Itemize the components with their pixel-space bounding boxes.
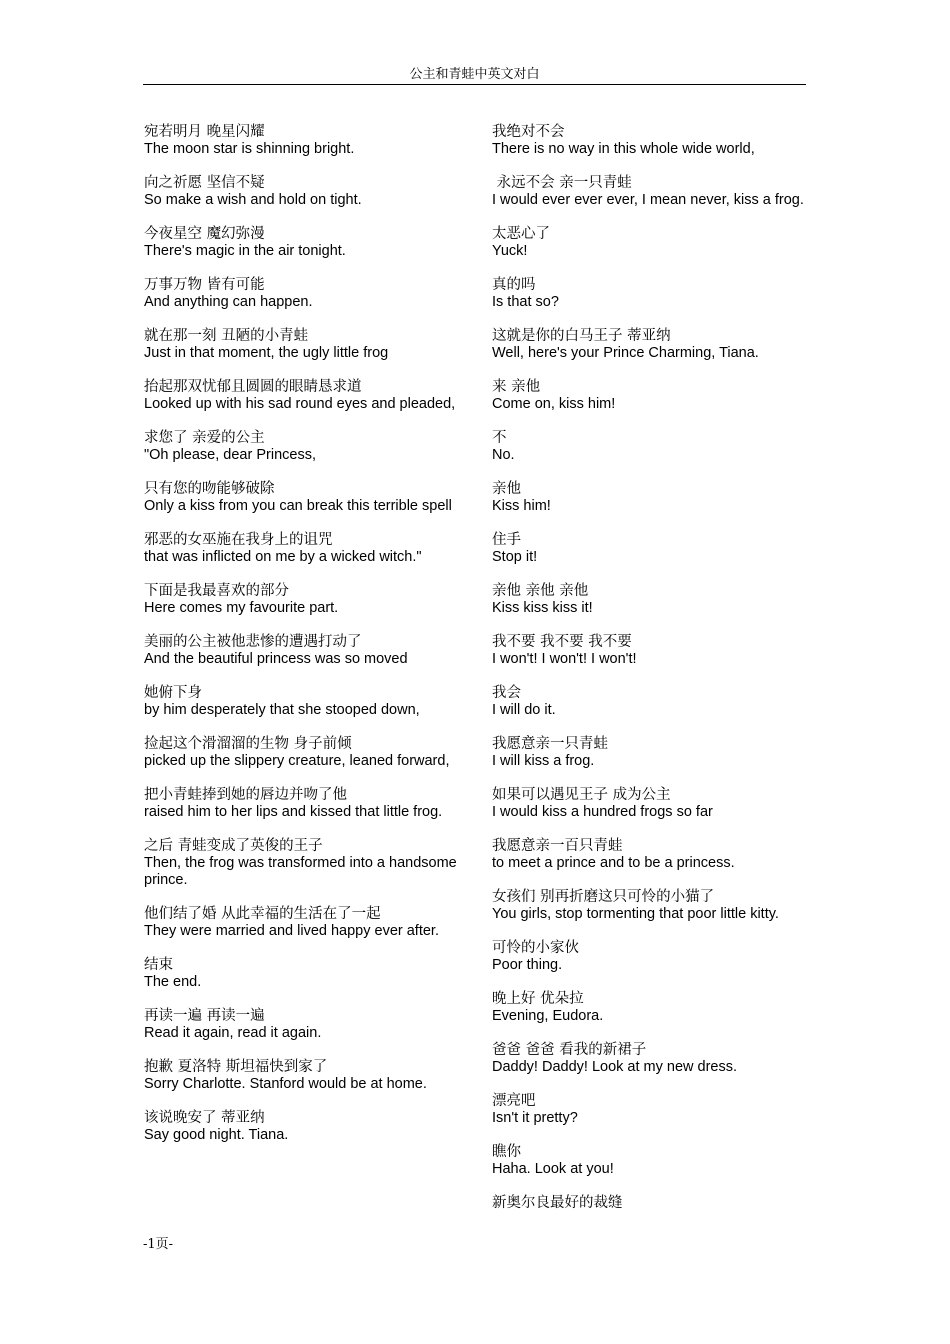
english-line: And anything can happen. (144, 294, 313, 310)
dialogue-pair (144, 480, 474, 515)
right-dialogue-column (492, 123, 814, 1228)
chinese-line: 向之祈愿 坚信不疑 (144, 175, 265, 191)
chinese-line: 只有您的吻能够破除 (144, 481, 275, 497)
dialogue-pair (492, 990, 814, 1025)
page-header-title: 公主和青蛙中英文对白 (409, 67, 540, 82)
chinese-line: 之后 青蛙变成了英俊的王子 (144, 838, 323, 854)
english-line: I would kiss a hundred frogs so far (492, 804, 713, 820)
chinese-line: 结束 (144, 957, 173, 973)
english-line: I would ever ever ever, I mean never, kiss a frog. (492, 192, 804, 208)
english-line: There's magic in the air tonight. (144, 243, 346, 259)
chinese-line: 他们结了婚 从此幸福的生活在了一起 (144, 906, 381, 922)
dialogue-pair (492, 225, 814, 260)
dialogue-pair (492, 888, 814, 923)
dialogue-pair (492, 1041, 814, 1076)
dialogue-pair (492, 1194, 814, 1212)
dialogue-pair (492, 1143, 814, 1178)
chinese-line: 万事万物 皆有可能 (144, 277, 265, 293)
chinese-line: 可怜的小家伙 (492, 940, 579, 956)
dialogue-pair (492, 531, 814, 566)
dialogue-pair (492, 582, 814, 617)
chinese-line: 我愿意亲一只青蛙 (492, 736, 608, 752)
english-line: The moon star is shinning bright. (144, 141, 355, 157)
english-line: Kiss him! (492, 498, 551, 514)
chinese-line: 下面是我最喜欢的部分 (144, 583, 289, 599)
chinese-line: 亲他 亲他 亲他 (492, 583, 589, 599)
chinese-line: 求您了 亲爱的公主 (144, 430, 265, 446)
chinese-line: 漂亮吧 (492, 1093, 536, 1109)
chinese-line: 爸爸 爸爸 看我的新裙子 (492, 1042, 647, 1058)
dialogue-pair (144, 1007, 474, 1042)
english-line: Is that so? (492, 294, 559, 310)
chinese-line: 今夜星空 魔幻弥漫 (144, 226, 265, 242)
chinese-line: 就在那一刻 丑陋的小青蛙 (144, 328, 309, 344)
english-line: to meet a prince and to be a princess. (492, 855, 735, 871)
dialogue-pair (492, 684, 814, 719)
chinese-line: 宛若明月 晚星闪耀 (144, 124, 265, 140)
chinese-line: 邪恶的女巫施在我身上的诅咒 (144, 532, 333, 548)
english-line: Daddy! Daddy! Look at my new dress. (492, 1059, 738, 1075)
english-line: "Oh please, dear Princess, (144, 447, 316, 463)
chinese-line: 瞧你 (492, 1144, 521, 1160)
dialogue-pair (144, 378, 474, 413)
dialogue-pair (492, 378, 814, 413)
chinese-line: 真的吗 (492, 277, 536, 293)
english-line: Haha. Look at you! (492, 1161, 614, 1177)
dialogue-pair (144, 174, 474, 209)
english-line: So make a wish and hold on tight. (144, 192, 362, 208)
dialogue-pair (144, 956, 474, 991)
english-line: Kiss kiss kiss it! (492, 600, 593, 616)
dialogue-pair (144, 633, 474, 668)
chinese-line: 再读一遍 再读一遍 (144, 1008, 265, 1024)
english-line: Well, here's your Prince Charming, Tiana. (492, 345, 759, 361)
english-line: Stop it! (492, 549, 538, 565)
chinese-line: 我绝对不会 (492, 124, 565, 140)
english-line: The end. (144, 974, 202, 990)
dialogue-pair (144, 1058, 474, 1093)
chinese-line: 该说晚安了 蒂亚纳 (144, 1110, 265, 1126)
dialogue-pair (144, 786, 474, 821)
dialogue-pair (144, 327, 474, 362)
english-line: Evening, Eudora. (492, 1008, 604, 1024)
english-line: Say good night. Tiana. (144, 1127, 289, 1143)
dialogue-pair (144, 684, 474, 719)
english-line: I won't! I won't! I won't! (492, 651, 637, 667)
dialogue-pair (492, 429, 814, 464)
english-line: I will kiss a frog. (492, 753, 595, 769)
english-line: Yuck! (492, 243, 528, 259)
chinese-line: 不 (492, 430, 507, 446)
english-line: No. (492, 447, 515, 463)
english-line: Sorry Charlotte. Stanford would be at home. (144, 1076, 427, 1092)
dialogue-pair (144, 123, 474, 158)
chinese-line: 亲他 (492, 481, 521, 497)
chinese-line: 她俯下身 (144, 685, 202, 701)
dialogue-pair (492, 735, 814, 770)
english-line: raised him to her lips and kissed that little frog. (144, 804, 443, 820)
english-line: I will do it. (492, 702, 556, 718)
chinese-line: 这就是你的白马王子 蒂亚纳 (492, 328, 671, 344)
dialogue-pair (492, 1092, 814, 1127)
chinese-line: 美丽的公主被他悲惨的遭遇打动了 (144, 634, 362, 650)
chinese-line: 我会 (492, 685, 521, 701)
english-line: Poor thing. (492, 957, 563, 973)
chinese-line: 抱歉 夏洛特 斯坦福快到家了 (144, 1059, 328, 1075)
english-line: You girls, stop tormenting that poor little kitty. (492, 906, 779, 922)
dialogue-pair (492, 939, 814, 974)
english-line: Isn't it pretty? (492, 1110, 578, 1126)
dialogue-pair (144, 735, 474, 770)
dialogue-pair (144, 531, 474, 566)
english-line: Just in that moment, the ugly little frog (144, 345, 389, 361)
dialogue-pair (492, 276, 814, 311)
dialogue-pair (144, 905, 474, 940)
chinese-line: 如果可以遇见王子 成为公主 (492, 787, 671, 803)
chinese-line: 我愿意亲一百只青蛙 (492, 838, 623, 854)
english-line: Come on, kiss him! (492, 396, 616, 412)
chinese-line: 捡起这个滑溜溜的生物 身子前倾 (144, 736, 352, 752)
dialogue-pair (492, 123, 814, 158)
english-line: that was inflicted on me by a wicked witch." (144, 549, 422, 565)
chinese-line: 永远不会 亲一只青蛙 (492, 175, 632, 191)
chinese-line: 新奥尔良最好的裁缝 (492, 1195, 623, 1211)
dialogue-pair (144, 1109, 474, 1144)
dialogue-pair (144, 276, 474, 311)
dialogue-pair (144, 225, 474, 260)
left-dialogue-column (144, 123, 474, 1160)
dialogue-pair (492, 480, 814, 515)
english-line: Looked up with his sad round eyes and pleaded, (144, 396, 456, 412)
chinese-line: 太恶心了 (492, 226, 550, 242)
header-divider (143, 84, 806, 85)
dialogue-pair (492, 633, 814, 668)
dialogue-pair (492, 837, 814, 872)
chinese-line: 住手 (492, 532, 521, 548)
dialogue-pair (492, 327, 814, 362)
dialogue-pair (144, 582, 474, 617)
chinese-line: 晚上好 优朵拉 (492, 991, 584, 1007)
dialogue-pair (492, 174, 814, 209)
english-line: And the beautiful princess was so moved (144, 651, 408, 667)
english-line: picked up the slippery creature, leaned forward, (144, 753, 450, 769)
english-line: by him desperately that she stooped down, (144, 702, 420, 718)
english-line: They were married and lived happy ever after. (144, 923, 439, 939)
chinese-line: 女孩们 别再折磨这只可怜的小猫了 (492, 889, 715, 905)
chinese-line: 我不要 我不要 我不要 (492, 634, 632, 650)
chinese-line: 抬起那双忧郁且圆圆的眼睛恳求道 (144, 379, 362, 395)
english-line: Read it again, read it again. (144, 1025, 322, 1041)
english-line: Here comes my favourite part. (144, 600, 339, 616)
dialogue-pair (492, 786, 814, 821)
english-line: Then, the frog was transformed into a handsome prince. (144, 855, 457, 888)
dialogue-pair (144, 837, 474, 889)
dialogue-pair (144, 429, 474, 464)
chinese-line: 把小青蛙捧到她的唇边并吻了他 (144, 787, 347, 803)
english-line: There is no way in this whole wide world, (492, 141, 755, 157)
english-line: Only a kiss from you can break this terrible spell (144, 498, 452, 514)
page-number: -1页- (143, 1237, 174, 1252)
chinese-line: 来 亲他 (492, 379, 541, 395)
